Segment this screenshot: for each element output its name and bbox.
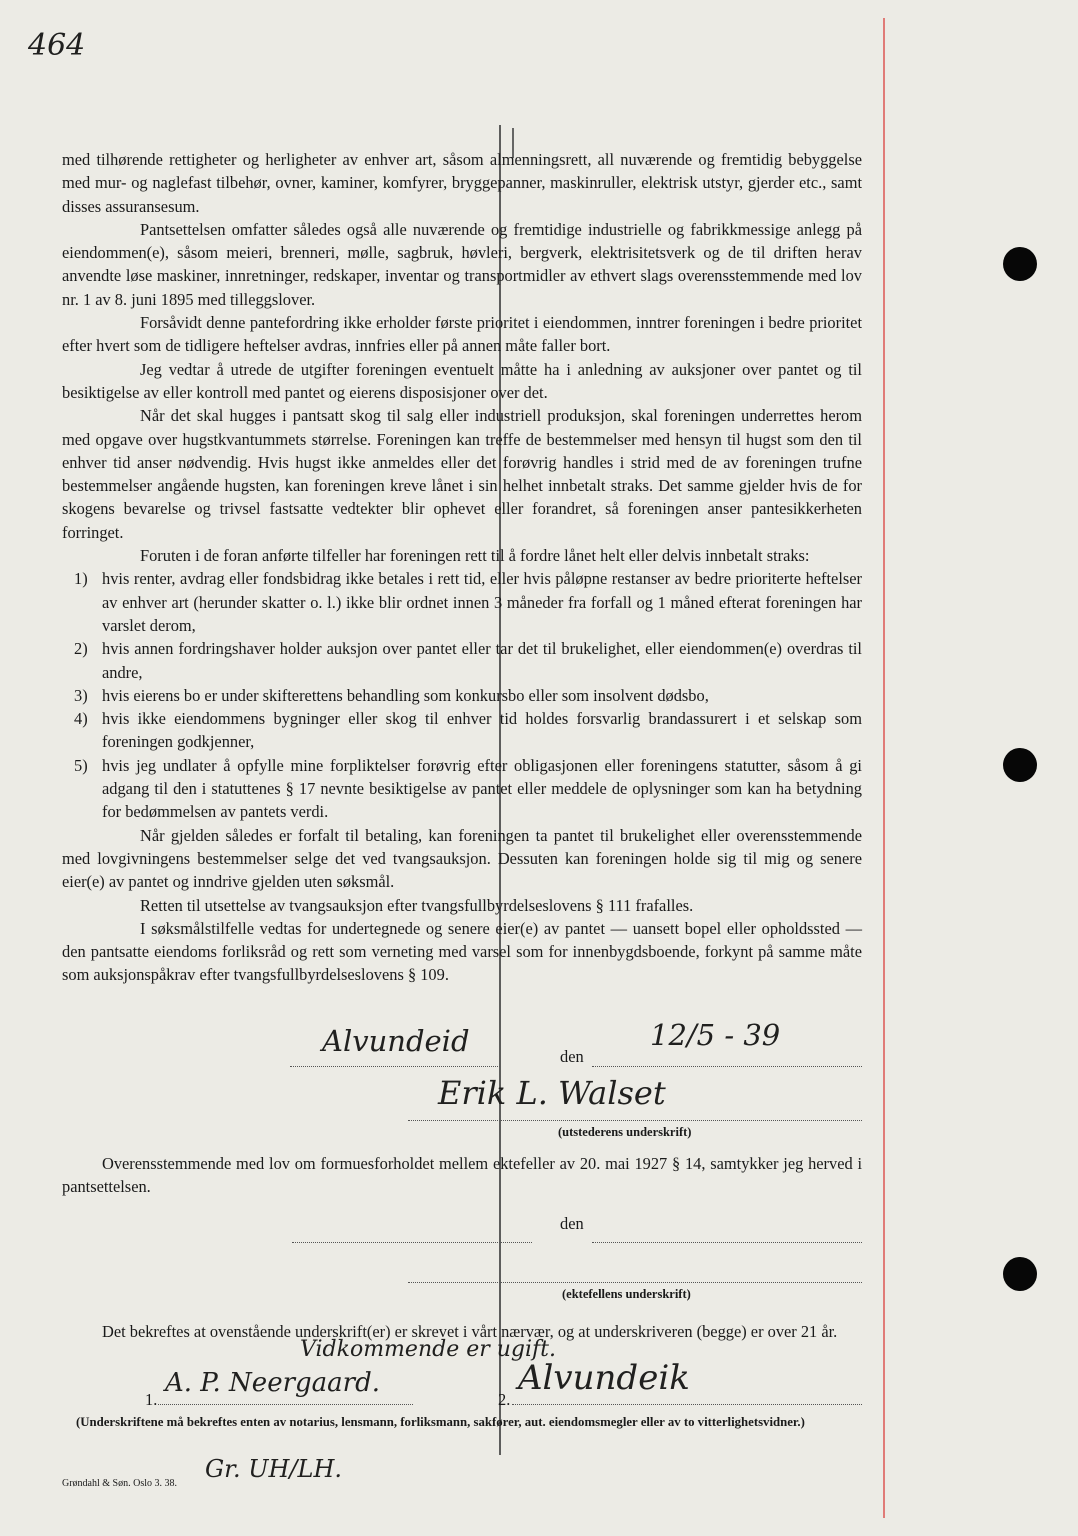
condition-number: 3) xyxy=(74,685,88,705)
issuer-signature-line xyxy=(408,1120,862,1121)
condition-item xyxy=(62,707,862,754)
printer-mark: Grøndahl & Søn. Oslo 3. 38. xyxy=(62,1478,177,1489)
witness-1-signature: A. P. Neergaard. xyxy=(165,1368,380,1398)
spouse-caption: (ektefellens underskrift) xyxy=(562,1287,691,1301)
condition-item xyxy=(62,754,862,824)
paragraph-2: Pantsettelsen omfatter således også alle nuværende og fremtidige industrielle og fabrikkmessige anlegg på eiendommen(e), såsom meieri, brenneri, mølle, sagbruk, høvleri, bergverk, elektrisitetsverk og de til driften herav anvendte løse maskiner, innretninger, redskaper, inventar og transportmidler av ethvert slags overensstemmende med lov nr. 1 av 8. juni 1895 med tilleggslover. xyxy=(62,219,862,309)
paragraph-3: Forsåvidt denne pantefordring ikke erholder første prioritet i eiendommen, inntrer foreningen i bedre prioritet efter hvert som de tidligere heftelser avdras, innfries eller på annen måte faller bort. xyxy=(62,313,862,356)
witness-2-label: 2. xyxy=(498,1390,511,1409)
paragraph-4: Jeg vedtar å utrede de utgifter foreningen eventuelt måtte ha i anledning av auksjoner over pantet og til besiktigelse av eller kontroll med pantet og eierens disposisjoner over det. xyxy=(62,359,862,402)
witness-2-line xyxy=(512,1404,862,1405)
condition-item xyxy=(62,567,862,637)
spouse-date-line xyxy=(592,1242,862,1243)
witness-2-signature: Alvundeik xyxy=(518,1358,690,1398)
witness-1-label: 1. xyxy=(145,1390,158,1409)
closing-paragraph-2: Retten til utsettelse av tvangsauksjon efter tvangsfullbyrdelseslovens § 111 frafalles. xyxy=(140,895,694,915)
red-margin-rule xyxy=(883,18,885,1518)
attestation-handwritten-note: Vidkommende er ugift. xyxy=(300,1337,556,1362)
attestation-text: Det bekreftes at ovenstående underskrift(er) er skrevet i vårt nærvær, og at underskriveren (begge) er over 21 år. xyxy=(102,1322,838,1341)
condition-text: hvis annen fordringshaver holder auksjon over pantet eller tar det til brukelighet, eller eiendommen(e) overdras til andre, xyxy=(102,639,862,682)
attestation-footnote: (Underskriftene må bekreftes enten av notarius, lensmann, forliksmann, sakfører, aut. eiendomsmegler eller av to vitterlighetsvidner.) xyxy=(76,1415,805,1429)
issuer-caption: (utstederens underskrift) xyxy=(558,1125,692,1139)
condition-text: hvis renter, avdrag eller fondsbidrag ikke betales i rett tid, eller hvis påløpne restanser av bedre prioriterte heftelser av enhver art (herunder skatter o. l.) ikke blir ordnet innen 3 måneder fra forfall og 1 måned efterat foreningen har varslet derom, xyxy=(102,569,862,635)
condition-number: 2) xyxy=(74,639,88,659)
date-line xyxy=(592,1066,862,1067)
condition-text: hvis ikke eiendommens bygninger eller skog til enhver tid holdes forsvarlig brandassurert i et selskap som foreningen godkjenner, xyxy=(102,709,862,752)
condition-text: hvis eierens bo er under skifterettens behandling som konkursbo eller som insolvent dødsbo, xyxy=(102,685,709,705)
condition-text: hvis jeg undlater å opfylle mine forpliktelser forøvrig efter obligasjonen eller foreningens statutter, såsom å gi adgang til den i statuttenes § 17 nevnte besiktigelse av pantet eller meddele de oplysninger som kan ha betydning for bedømmelsen av pantets verdi. xyxy=(102,755,862,822)
place-handwritten: Alvundeid xyxy=(322,1024,470,1058)
place-line xyxy=(290,1066,500,1067)
body-text xyxy=(62,148,862,987)
closing-paragraph-3: I søksmålstilfelle vedtas for undertegnede og senere eier(e) av pantet — uansett bopel eller opholdssted — den pantsatte eiendoms forliksråd og rett som verneting med varsel som for innenbygdsboende, forkynt på samme måte som auksjonspåkrav efter tvangsfullbyrdelseslovens § 109. xyxy=(62,918,862,985)
spouse-signature-line xyxy=(408,1282,862,1283)
paragraph-5: Når det skal hugges i pantsatt skog til salg eller industriell produksjon, skal foreningen underrettes herom med opgave over hugstkvantummets størrelse. Foreningen kan treffe de bestemmelser med hensyn til hugst som den til enhver tid anser nødvendig. Hvis hugst ikke anmeldes eller det forøvrig handles i strid med de av foreningen trufne bestemmelser angående hugsten, kan foreningen kreve lånet i sin helhet innbetalt straks. Det samme gjelder hvis de for skogens bevarelse og trivsel fastsatte vedtekter blir ophevet eller forandret, så foreningen anser pantesikkerheten forringet. xyxy=(62,406,862,542)
condition-item xyxy=(62,637,862,684)
paragraph-6: Foruten i de foran anførte tilfeller har foreningen rett til å fordre lånet helt eller delvis innbetalt straks: xyxy=(140,546,810,566)
condition-number: 1) xyxy=(74,569,88,589)
condition-item xyxy=(62,684,862,707)
page-number: 464 xyxy=(28,28,86,63)
punch-hole-top xyxy=(1003,247,1037,281)
issuer-signature: Erik L. Walset xyxy=(438,1074,666,1112)
closing-paragraph-1: Når gjelden således er forfalt til betaling, kan foreningen ta pantet til brukelighet eller overensstemmende med lovgivningens bestemmelser selge det ved tvangsauksjon. Dessuten kan foreningen holde sig til mig og senere eier(e) av pantet og inndrive gjelden uten søksmål. xyxy=(62,825,862,892)
date-handwritten: 12/5 - 39 xyxy=(650,1018,781,1052)
conditions-list xyxy=(62,567,862,823)
punch-hole-middle xyxy=(1003,748,1037,782)
condition-number: 5) xyxy=(74,755,88,775)
paragraph-1: med tilhørende rettigheter og herligheter av enhver art, såsom almenningsrett, all nuværende og fremtidig bebyggelse med mur- og naglefast tilbehør, ovner, kaminer, komfyrer, bryggepanner, maskinruller, elektrisk utstyr, gjerder etc., samt disses assuransesum. xyxy=(62,150,862,216)
spouse-den-label: den xyxy=(560,1214,584,1233)
initials-note: Gr. UH/LH. xyxy=(205,1455,343,1483)
den-label: den xyxy=(560,1047,584,1066)
witness-1-line xyxy=(158,1404,413,1405)
condition-number: 4) xyxy=(74,709,88,729)
spouse-place-line xyxy=(292,1242,532,1243)
spouse-consent-text: Overensstemmende med lov om formuesforholdet mellem ektefeller av 20. mai 1927 § 14, samtykker jeg herved i pantsettelsen. xyxy=(62,1154,862,1197)
punch-hole-bottom xyxy=(1003,1257,1037,1291)
